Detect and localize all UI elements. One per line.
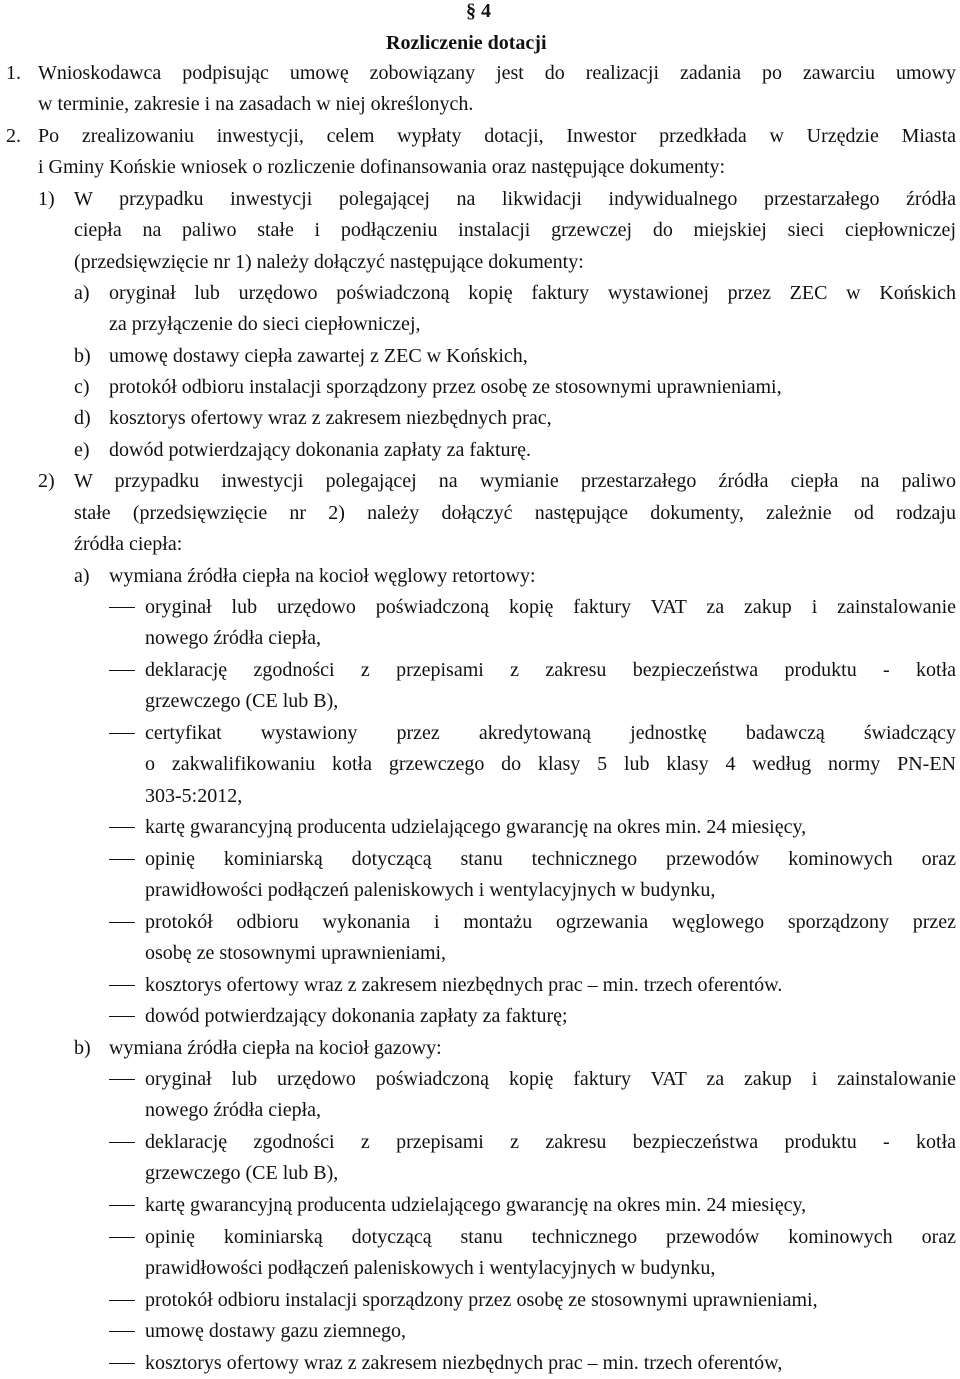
dash-bullet: [109, 1331, 135, 1332]
item-line: protokół odbioru instalacji sporządzony przez osobę ze stosownymi uprawnieniami,: [109, 376, 782, 398]
dash-bullet: [109, 1016, 135, 1017]
paragraph-line: ciepła na paliwo stałe i podłączeniu instalacji grzewczej do miejskiej sieci ciepłowniczej: [74, 219, 956, 241]
paragraph-line: stałe (przedsięwzięcie nr 2) należy dołączyć następujące dokumenty, zależnie od rodzaju: [74, 502, 956, 524]
dash-bullet: [109, 1237, 135, 1238]
dash-bullet: [109, 922, 135, 923]
bullet-line: opinię kominiarską dotyczącą stanu technicznego przewodów kominowych oraz: [145, 848, 956, 870]
dash-bullet: [109, 670, 135, 671]
bullet-line: dowód potwierdzający dokonania zapłaty za fakturę;: [145, 1005, 568, 1027]
bullet-line: protokół odbioru wykonania i montażu ogrzewania węglowego sporządzony przez: [145, 911, 956, 933]
bullet-line: deklarację zgodności z przepisami z zakresu bezpieczeństwa produktu - kotła: [145, 659, 956, 681]
dash-bullet: [109, 1205, 135, 1206]
point-number: 1.: [6, 62, 21, 84]
dash-bullet: [109, 859, 135, 860]
paragraph-line: i Gminy Końskie wniosek o rozliczenie dofinansowania oraz następujące dokumenty:: [38, 156, 726, 178]
item-letter: b): [74, 1037, 91, 1059]
item-letter: a): [74, 282, 90, 304]
dash-bullet: [109, 1142, 135, 1143]
item-line: oryginał lub urzędowo poświadczoną kopię faktury wystawionej przez ZEC w Końskich: [109, 282, 956, 304]
dash-bullet: [109, 607, 135, 608]
bullet-line: oryginał lub urzędowo poświadczoną kopię faktury VAT za zakup i zainstalowanie: [145, 596, 956, 618]
paragraph-line: źródła ciepła:: [74, 533, 183, 555]
bullet-line: deklarację zgodności z przepisami z zakresu bezpieczeństwa produktu - kotła: [145, 1131, 956, 1153]
dash-bullet: [109, 985, 135, 986]
paragraph-line: (przedsięwzięcie nr 1) należy dołączyć następujące dokumenty:: [74, 251, 584, 273]
bullet-line: certyfikat wystawiony przez akredytowaną jednostkę badawczą świadczący: [145, 722, 956, 744]
paragraph-line: W przypadku inwestycji polegającej na likwidacji indywidualnego przestarzałego źródła: [74, 188, 956, 210]
bullet-line: kosztorys ofertowy wraz z zakresem niezbędnych prac – min. trzech oferentów,: [145, 1352, 783, 1374]
item-letter: c): [74, 376, 90, 398]
dash-bullet: [109, 1079, 135, 1080]
dash-bullet: [109, 1300, 135, 1301]
bullet-line: kosztorys ofertowy wraz z zakresem niezbędnych prac – min. trzech oferentów.: [145, 974, 783, 996]
paragraph-line: Wnioskodawca podpisując umowę zobowiązany jest do realizacji zadania po zawarciu umowy: [38, 62, 956, 84]
item-letter: a): [74, 565, 90, 587]
dash-bullet: [109, 733, 135, 734]
section-title: Rozliczenie dotacji: [386, 32, 547, 54]
bullet-line: grzewczego (CE lub B),: [145, 690, 339, 712]
section-number: § 4: [466, 0, 491, 22]
item-line: za przyłączenie do sieci ciepłowniczej,: [109, 313, 421, 335]
item-letter: b): [74, 345, 91, 367]
item-title: wymiana źródła ciepła na kocioł gazowy:: [109, 1037, 442, 1059]
bullet-line: nowego źródła ciepła,: [145, 627, 322, 649]
paragraph-line: W przypadku inwestycji polegającej na wymianie przestarzałego źródła ciepła na paliwo: [74, 470, 956, 492]
item-line: dowód potwierdzający dokonania zapłaty za fakturę.: [109, 439, 532, 461]
sub-number: 2): [38, 470, 55, 492]
item-line: kosztorys ofertowy wraz z zakresem niezbędnych prac,: [109, 407, 552, 429]
bullet-line: kartę gwarancyjną producenta udzielającego gwarancję na okres min. 24 miesięcy,: [145, 1194, 807, 1216]
bullet-line: o zakwalifikowaniu kotła grzewczego do klasy 5 lub klasy 4 według normy PN-EN: [145, 753, 956, 775]
bullet-line: prawidłowości podłączeń paleniskowych i wentylacyjnych w budynku,: [145, 879, 716, 901]
bullet-line: prawidłowości podłączeń paleniskowych i wentylacyjnych w budynku,: [145, 1257, 716, 1279]
dash-bullet: [109, 1363, 135, 1364]
bullet-line: nowego źródła ciepła,: [145, 1099, 322, 1121]
paragraph-line: w terminie, zakresie i na zasadach w niej określonych.: [38, 93, 474, 115]
dash-bullet: [109, 827, 135, 828]
paragraph-line: Po zrealizowaniu inwestycji, celem wypłaty dotacji, Inwestor przedkłada w Urzędzie Miasta: [38, 125, 956, 147]
bullet-line: grzewczego (CE lub B),: [145, 1162, 339, 1184]
bullet-line: opinię kominiarską dotyczącą stanu technicznego przewodów kominowych oraz: [145, 1226, 956, 1248]
sub-number: 1): [38, 188, 55, 210]
item-letter: e): [74, 439, 90, 461]
bullet-line: osobę ze stosownymi uprawnieniami,: [145, 942, 447, 964]
item-title: wymiana źródła ciepła na kocioł węglowy retortowy:: [109, 565, 536, 587]
point-number: 2.: [6, 125, 21, 147]
item-letter: d): [74, 407, 91, 429]
bullet-line: oryginał lub urzędowo poświadczoną kopię faktury VAT za zakup i zainstalowanie: [145, 1068, 956, 1090]
bullet-line: 303-5:2012,: [145, 785, 243, 807]
bullet-line: kartę gwarancyjną producenta udzielającego gwarancję na okres min. 24 miesięcy,: [145, 816, 807, 838]
item-line: umowę dostawy ciepła zawartej z ZEC w Końskich,: [109, 345, 528, 367]
bullet-line: protokół odbioru instalacji sporządzony przez osobę ze stosownymi uprawnieniami,: [145, 1289, 818, 1311]
bullet-line: umowę dostawy gazu ziemnego,: [145, 1320, 407, 1342]
